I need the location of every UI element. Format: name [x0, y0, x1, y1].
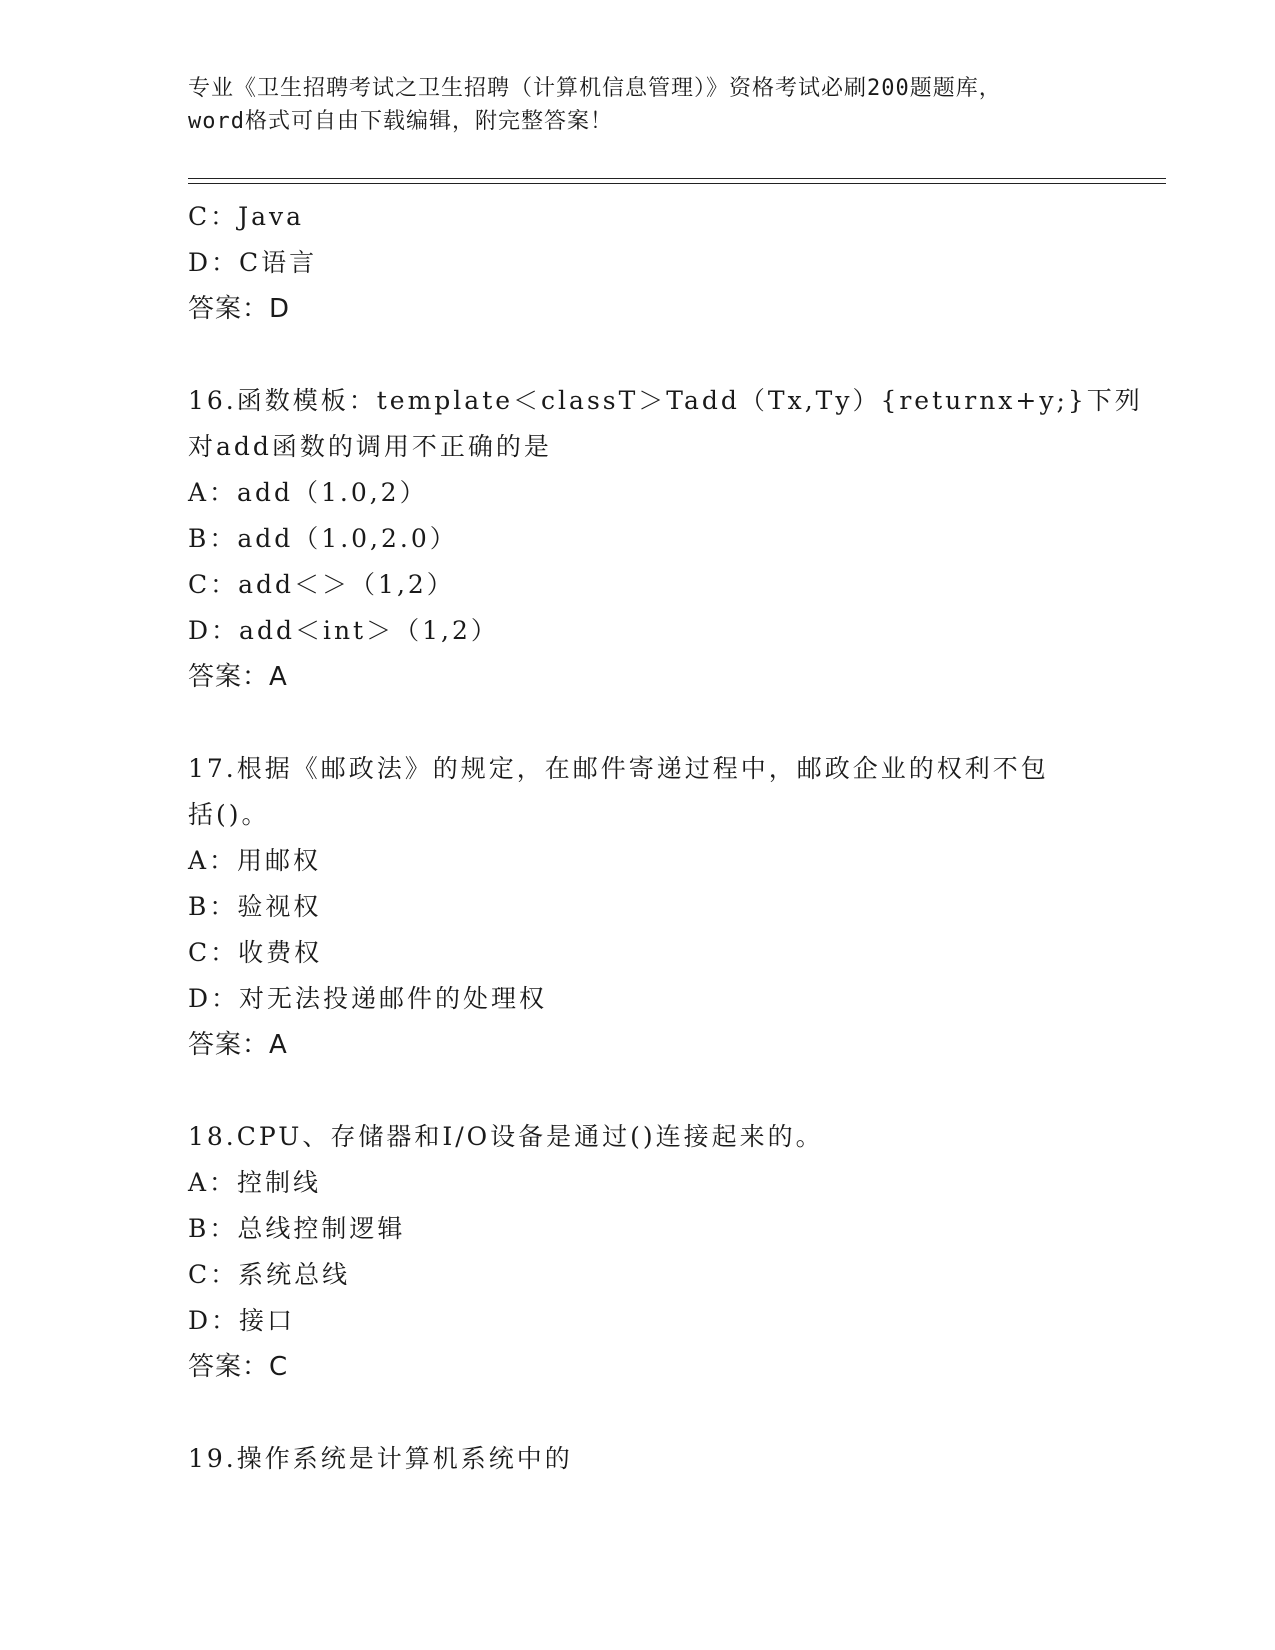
question-15 [188, 194, 1088, 332]
option-d: D：接口 [188, 1306, 296, 1335]
question-18 [188, 1114, 1088, 1390]
question-stem: 17.根据《邮政法》的规定，在邮件寄递过程中，邮政企业的权利不包 [188, 754, 1049, 783]
answer: 答案：C [188, 1352, 289, 1382]
option-a: A：add（1.0,2） [188, 478, 428, 507]
option-c: C：Java [188, 202, 305, 231]
header-divider-bottom [188, 183, 1166, 184]
header-line-1: 专业《卫生招聘考试之卫生招聘（计算机信息管理）》资格考试必刷200题题库， [188, 76, 1002, 101]
option-c: C：系统总线 [188, 1260, 351, 1289]
option-d: D：对无法投递邮件的处理权 [188, 984, 548, 1013]
option-a: A：控制线 [188, 1168, 322, 1197]
question-stem: 18.CPU、存储器和I/O设备是通过()连接起来的。 [188, 1122, 824, 1151]
question-stem: 16.函数模板：template＜classT＞Tadd（Tx,Ty）{returnx+y;}下列 [188, 386, 1143, 415]
question-list [188, 194, 1143, 1482]
spacer [188, 332, 1088, 378]
spacer [188, 700, 1088, 746]
spacer [188, 1390, 1088, 1436]
document-header [188, 72, 1088, 138]
question-16 [188, 378, 1143, 700]
question-19 [188, 1436, 1088, 1482]
option-b: B：add（1.0,2.0） [188, 524, 458, 553]
option-b: B：总线控制逻辑 [188, 1214, 406, 1243]
question-stem: 19.操作系统是计算机系统中的 [188, 1444, 573, 1473]
option-b: B：验视权 [188, 892, 322, 921]
question-17 [188, 746, 1088, 1068]
question-stem-continued: 括()。 [188, 800, 270, 829]
question-stem-continued: 对add函数的调用不正确的是 [188, 432, 552, 461]
answer: 答案：A [188, 662, 288, 692]
spacer [188, 1068, 1088, 1114]
option-d: D：C语言 [188, 248, 318, 277]
option-c: C：add＜＞（1,2） [188, 570, 455, 599]
option-a: A：用邮权 [188, 846, 322, 875]
header-line-2: word格式可自由下载编辑，附完整答案！ [188, 109, 613, 134]
option-d: D：add＜int＞（1,2） [188, 616, 499, 645]
header-divider-top [188, 178, 1166, 179]
option-c: C：收费权 [188, 938, 323, 967]
answer: 答案：A [188, 1030, 288, 1060]
answer: 答案：D [188, 294, 291, 324]
